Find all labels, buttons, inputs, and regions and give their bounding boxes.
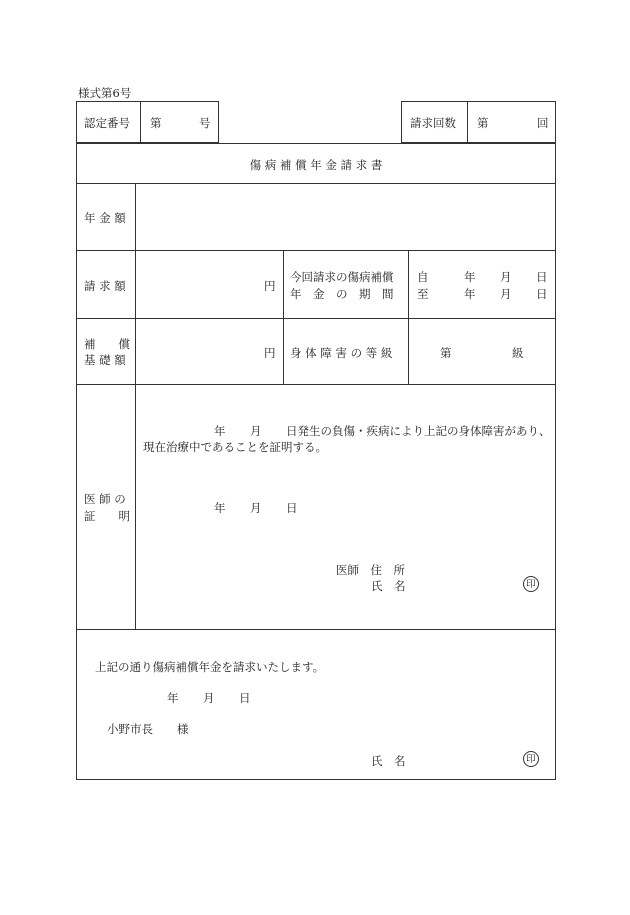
claim-dai: 第 xyxy=(477,116,489,130)
grade-dai: 第 xyxy=(440,346,452,360)
current-claim-line1: 今回請求の傷病補償 xyxy=(290,270,394,284)
period-to-month: 月 xyxy=(500,287,512,301)
current-claim-line2: 年 金 の 期 間 xyxy=(290,287,394,301)
claim-yen: 円 xyxy=(264,279,276,293)
period-from-month: 月 xyxy=(500,270,512,284)
base-yen: 円 xyxy=(264,346,276,360)
period-from-day: 日 xyxy=(536,270,548,284)
doctor-text-line2: 現在治療中であることを証明する。 xyxy=(143,440,327,454)
grade-kyu: 級 xyxy=(512,346,524,360)
annual-amount-label: 年 金 額 xyxy=(84,211,126,225)
claim-date-day: 日 xyxy=(239,691,251,705)
onset-month: 月 xyxy=(250,424,262,438)
addressee: 小野市長 xyxy=(107,722,153,736)
doctor-label-line2: 証 明 xyxy=(84,509,130,523)
cert-number-label: 認定番号 xyxy=(84,116,130,130)
cert-go: 号 xyxy=(199,116,211,130)
addressee-sama: 様 xyxy=(177,722,189,736)
form-title: 傷 病 補 償 年 金 請 求 書 xyxy=(249,158,383,172)
doctor-text-line1: 日発生の負傷・疾病により上記の身体障害があり、 xyxy=(286,424,551,438)
claim-date-year: 年 xyxy=(167,691,179,705)
claim-statement: 上記の通り傷病補償年金を請求いたします。 xyxy=(95,660,325,674)
onset-year: 年 xyxy=(214,424,226,438)
doctor-name-label: 氏 名 xyxy=(371,579,406,593)
claim-amount-label: 請 求 額 xyxy=(84,279,126,293)
period-to-label: 至 xyxy=(417,287,429,301)
claim-kai: 回 xyxy=(537,116,549,130)
period-to-year: 年 xyxy=(464,287,476,301)
base-amount-label-line1: 補 償 xyxy=(84,337,130,351)
disability-grade-label: 身 体 障 害 の 等 級 xyxy=(290,346,393,360)
doctor-date-day: 日 xyxy=(286,501,298,515)
cert-dai: 第 xyxy=(150,116,162,130)
main-table xyxy=(76,143,556,780)
claim-date-month: 月 xyxy=(203,691,215,705)
claimant-name-label: 氏 名 xyxy=(371,754,406,768)
claimant-seal-mark: 印 xyxy=(523,751,539,767)
form-number: 様式第6号 xyxy=(78,86,132,100)
period-to-day: 日 xyxy=(536,287,548,301)
base-amount-label-line2: 基 礎 額 xyxy=(84,353,126,367)
period-from-label: 自 xyxy=(417,270,429,284)
doctor-date-year: 年 xyxy=(214,501,226,515)
period-from-year: 年 xyxy=(464,270,476,284)
doctor-label-line1: 医 師 の xyxy=(84,492,126,506)
doctor-seal-mark: 印 xyxy=(523,576,539,592)
claim-count-label: 請求回数 xyxy=(410,116,456,130)
doctor-address-label: 医師 住 所 xyxy=(336,563,405,577)
doctor-date-month: 月 xyxy=(250,501,262,515)
